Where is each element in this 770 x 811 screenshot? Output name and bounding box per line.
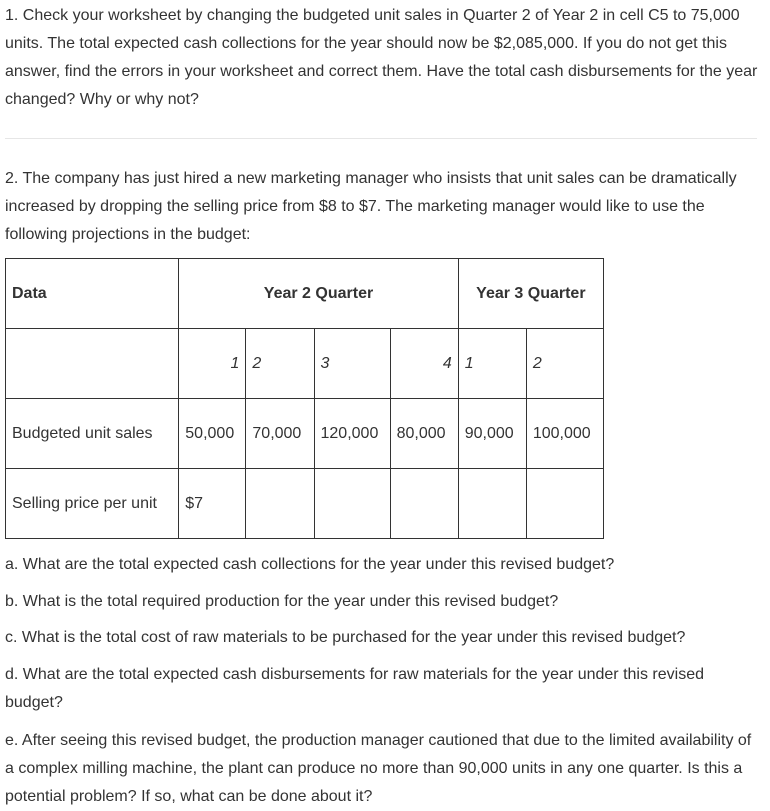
question-e: e. After seeing this revised budget, the production manager cautioned that due to the limited availability of a complex milling machine, the plant can produce no more than 90,000 units in any one quarter. Is this a potential problem? If so, what can be done about it?: [5, 732, 752, 805]
budgeted-unit-sales-label: Budgeted unit sales: [6, 399, 179, 469]
quarter-number: 4: [390, 329, 458, 399]
selling-price-row: [6, 469, 604, 539]
quarter-number: 1: [458, 329, 526, 399]
question-a: a. What are the total expected cash collections for the year under this revised budget?: [5, 556, 615, 573]
sales-value: 80,000: [390, 399, 458, 469]
empty-cell: [390, 469, 458, 539]
quarter-number: 1: [179, 329, 246, 399]
sales-value: 50,000: [179, 399, 246, 469]
year-2-quarter-header: Year 2 Quarter: [179, 259, 458, 329]
quarter-number: 2: [246, 329, 314, 399]
question-b: b. What is the total required production for the year under this revised budget?: [5, 593, 559, 610]
empty-cell: [246, 469, 314, 539]
question-c: c. What is the total cost of raw materials to be purchased for the year under this revised budget?: [5, 629, 686, 646]
sales-value: 90,000: [458, 399, 526, 469]
year-3-quarter-header: Year 3 Quarter: [458, 259, 603, 329]
budgeted-unit-sales-row: [6, 399, 604, 469]
quarter-number-row: [6, 329, 604, 399]
sales-value: 70,000: [246, 399, 314, 469]
empty-cell: [458, 469, 526, 539]
sales-value: 100,000: [526, 399, 603, 469]
question-d: d. What are the total expected cash disbursements for raw materials for the year under this revised budget?: [5, 666, 704, 711]
sales-value: 120,000: [314, 399, 390, 469]
quarter-number: 2: [526, 329, 603, 399]
selling-price-value: $7: [179, 469, 246, 539]
quarter-number: 3: [314, 329, 390, 399]
data-header: Data: [6, 259, 179, 329]
problem-1-text: 1. Check your worksheet by changing the budgeted unit sales in Quarter 2 of Year 2 in cell C5 to 75,000 units. The total expected cash collections for the year should now be $2,085,000. If you do not get this answer, find the errors in your worksheet and correct them. Have the total cash disbursements for the year changed? Why or why not?: [5, 7, 758, 108]
table-header-row: [6, 259, 604, 329]
problem-2-text: 2. The company has just hired a new marketing manager who insists that unit sales can be dramatically increased by dropping the selling price from $8 to $7. The marketing manager would like to use the following projections in the budget:: [5, 170, 737, 243]
empty-cell: [526, 469, 603, 539]
empty-cell: [314, 469, 390, 539]
empty-cell: [6, 329, 179, 399]
selling-price-label: Selling price per unit: [6, 469, 179, 539]
section-divider: [5, 138, 757, 139]
projections-table: [5, 258, 604, 539]
